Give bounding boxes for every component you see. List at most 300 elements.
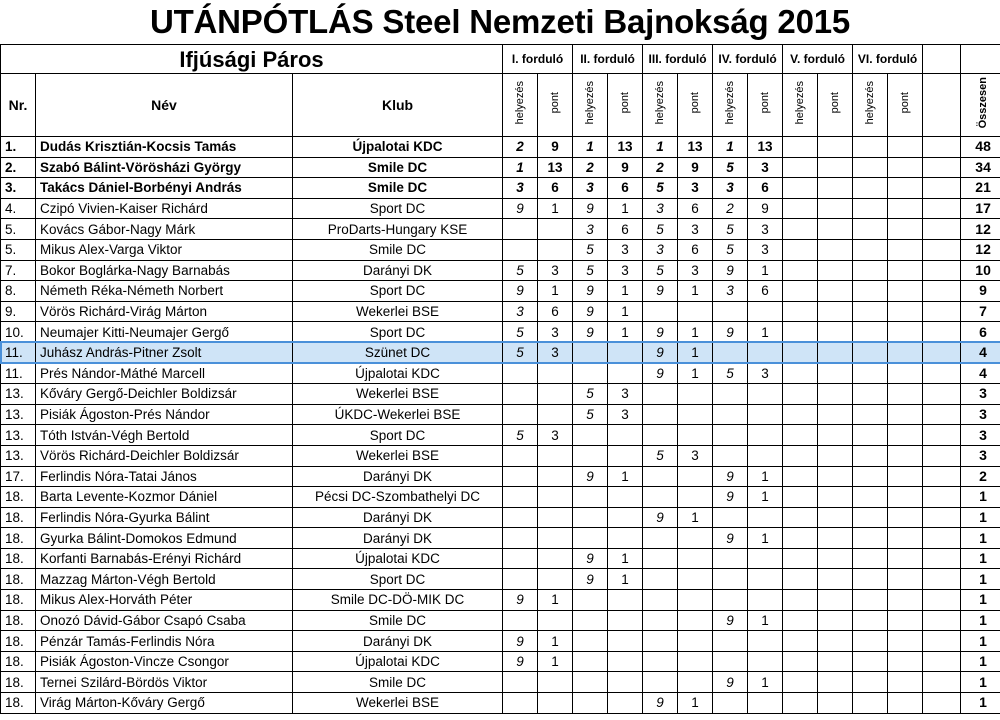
points-cell — [678, 487, 713, 508]
points-cell — [538, 672, 573, 693]
points-cell — [748, 548, 783, 569]
placement-cell: 9 — [643, 322, 678, 343]
placement-cell — [713, 693, 748, 714]
pair-name-cell: Takács Dániel-Borbényi András — [36, 178, 293, 199]
points-cell — [818, 219, 853, 240]
club-cell: Wekerlei BSE — [293, 693, 503, 714]
total-cell: 12 — [961, 219, 1000, 240]
table-row — [1, 178, 1000, 199]
placement-cell: 3 — [503, 301, 538, 322]
table-row — [1, 198, 1000, 219]
placement-cell — [853, 631, 888, 652]
placement-cell: 2 — [643, 157, 678, 178]
points-cell: 1 — [608, 466, 643, 487]
points-cell — [538, 219, 573, 240]
rank-cell: 18. — [1, 693, 36, 714]
points-cell: 1 — [608, 548, 643, 569]
points-cell — [538, 487, 573, 508]
total-cell: 9 — [961, 281, 1000, 302]
total-cell: 1 — [961, 590, 1000, 611]
club-cell: ÚKDC-Wekerlei BSE — [293, 404, 503, 425]
placement-cell — [853, 363, 888, 384]
placement-cell — [643, 548, 678, 569]
placement-cell — [573, 445, 608, 466]
placement-cell — [783, 693, 818, 714]
placement-cell — [783, 487, 818, 508]
spacer-cell — [923, 445, 961, 466]
total-cell: 3 — [961, 445, 1000, 466]
placement-cell — [783, 239, 818, 260]
rank-cell: 11. — [1, 363, 36, 384]
points-cell: 1 — [748, 260, 783, 281]
pair-name-cell: Szabó Bálint-Vörösházi György — [36, 157, 293, 178]
placement-cell — [643, 590, 678, 611]
placement-cell — [853, 569, 888, 590]
round-header: III. forduló — [643, 45, 713, 74]
spacer-cell — [923, 466, 961, 487]
points-cell — [888, 260, 923, 281]
placement-cell — [643, 651, 678, 672]
round-header: IV. forduló — [713, 45, 783, 74]
pair-name-cell: Neumajer Kitti-Neumajer Gergő — [36, 322, 293, 343]
placement-cell: 3 — [713, 178, 748, 199]
club-cell: Wekerlei BSE — [293, 384, 503, 405]
points-cell — [818, 404, 853, 425]
pair-name-cell: Németh Réka-Németh Norbert — [36, 281, 293, 302]
points-cell — [678, 672, 713, 693]
total-cell: 1 — [961, 548, 1000, 569]
placement-cell — [853, 239, 888, 260]
spacer-cell — [923, 651, 961, 672]
club-cell: Smile DC — [293, 157, 503, 178]
placement-cell — [503, 487, 538, 508]
placement-cell — [643, 425, 678, 446]
points-cell: 13 — [748, 137, 783, 158]
rank-cell: 13. — [1, 384, 36, 405]
table-row — [1, 137, 1000, 158]
placement-cell: 9 — [643, 693, 678, 714]
rank-cell: 9. — [1, 301, 36, 322]
spacer-cell — [923, 178, 961, 199]
placement-cell: 5 — [713, 157, 748, 178]
placement-cell — [643, 569, 678, 590]
total-cell: 34 — [961, 157, 1000, 178]
placement-cell — [503, 693, 538, 714]
rank-cell: 3. — [1, 178, 36, 199]
rank-cell: 5. — [1, 219, 36, 240]
placement-cell — [643, 672, 678, 693]
pair-name-cell: Pénzár Tamás-Ferlindis Nóra — [36, 631, 293, 652]
pair-name-cell: Kőváry Gergő-Deichler Boldizsár — [36, 384, 293, 405]
round-header: V. forduló — [783, 45, 853, 74]
placement-cell: 5 — [573, 384, 608, 405]
placement-cell — [853, 445, 888, 466]
club-cell: Újpalotai KDC — [293, 363, 503, 384]
club-cell: Sport DC — [293, 569, 503, 590]
placement-cell — [783, 631, 818, 652]
placement-cell — [853, 260, 888, 281]
placement-cell — [853, 466, 888, 487]
placement-cell — [783, 322, 818, 343]
placement-header: helyezés — [853, 74, 888, 137]
points-cell — [538, 363, 573, 384]
points-cell: 1 — [678, 342, 713, 363]
club-cell: Smile DC — [293, 672, 503, 693]
points-cell: 6 — [538, 301, 573, 322]
club-cell: Újpalotai KDC — [293, 137, 503, 158]
points-cell: 6 — [608, 219, 643, 240]
points-cell — [608, 590, 643, 611]
spacer-cell — [923, 137, 961, 158]
placement-cell — [503, 610, 538, 631]
rank-cell: 13. — [1, 425, 36, 446]
club-cell: Pécsi DC-Szombathelyi DC — [293, 487, 503, 508]
placement-cell: 5 — [573, 260, 608, 281]
points-cell: 3 — [748, 157, 783, 178]
spacer-cell — [923, 693, 961, 714]
spacer-cell — [923, 425, 961, 446]
placement-cell — [573, 342, 608, 363]
placement-cell: 9 — [503, 590, 538, 611]
placement-cell: 9 — [503, 651, 538, 672]
placement-cell: 3 — [643, 198, 678, 219]
table-row — [1, 157, 1000, 178]
placement-cell — [643, 610, 678, 631]
placement-cell: 9 — [713, 487, 748, 508]
spacer-cell — [923, 45, 961, 74]
total-cell: 3 — [961, 404, 1000, 425]
total-cell: 6 — [961, 322, 1000, 343]
pair-name-cell: Mikus Alex-Varga Viktor — [36, 239, 293, 260]
points-cell: 3 — [538, 322, 573, 343]
placement-cell — [713, 651, 748, 672]
points-cell — [818, 466, 853, 487]
points-cell — [748, 507, 783, 528]
points-cell — [818, 363, 853, 384]
table-row — [1, 425, 1000, 446]
points-cell — [888, 507, 923, 528]
points-cell — [538, 548, 573, 569]
points-cell — [538, 693, 573, 714]
points-cell — [818, 260, 853, 281]
placement-cell — [713, 569, 748, 590]
placement-cell — [573, 610, 608, 631]
points-cell — [888, 610, 923, 631]
points-cell — [678, 425, 713, 446]
total-header: Összesen — [961, 74, 1000, 137]
placement-cell — [503, 219, 538, 240]
placement-cell: 1 — [503, 157, 538, 178]
points-cell: 1 — [748, 466, 783, 487]
table-row — [1, 590, 1000, 611]
rank-cell: 4. — [1, 198, 36, 219]
total-cell: 3 — [961, 425, 1000, 446]
spacer-cell — [961, 45, 1000, 74]
pair-name-cell: Juhász András-Pitner Zsolt — [36, 342, 293, 363]
points-cell — [678, 651, 713, 672]
rank-cell: 18. — [1, 528, 36, 549]
points-cell — [818, 384, 853, 405]
total-cell: 12 — [961, 239, 1000, 260]
points-cell — [888, 528, 923, 549]
name-header: Név — [36, 74, 293, 137]
club-cell: Smile DC — [293, 610, 503, 631]
placement-cell — [783, 610, 818, 631]
placement-cell: 3 — [643, 239, 678, 260]
nr-header: Nr. — [1, 74, 36, 137]
points-cell — [888, 322, 923, 343]
points-cell: 6 — [608, 178, 643, 199]
round-header: I. forduló — [503, 45, 573, 74]
points-cell: 3 — [608, 404, 643, 425]
total-cell: 21 — [961, 178, 1000, 199]
table-row — [1, 404, 1000, 425]
placement-cell — [853, 651, 888, 672]
points-cell — [888, 404, 923, 425]
placement-cell — [783, 445, 818, 466]
spacer-cell — [923, 74, 961, 137]
points-cell — [678, 466, 713, 487]
placement-cell — [853, 487, 888, 508]
points-cell — [818, 178, 853, 199]
placement-cell — [573, 487, 608, 508]
points-cell: 1 — [608, 322, 643, 343]
points-cell — [748, 693, 783, 714]
placement-cell: 3 — [503, 178, 538, 199]
placement-cell — [573, 672, 608, 693]
rank-cell: 18. — [1, 569, 36, 590]
points-cell: 3 — [678, 219, 713, 240]
table-row — [1, 322, 1000, 343]
placement-cell: 9 — [573, 466, 608, 487]
club-cell: Darányi DK — [293, 260, 503, 281]
points-cell — [818, 445, 853, 466]
placement-cell — [853, 425, 888, 446]
points-cell — [888, 445, 923, 466]
placement-cell: 5 — [713, 239, 748, 260]
placement-cell: 9 — [573, 322, 608, 343]
points-cell — [818, 301, 853, 322]
points-cell: 1 — [678, 363, 713, 384]
placement-cell: 5 — [713, 219, 748, 240]
spacer-cell — [923, 528, 961, 549]
table-row — [1, 631, 1000, 652]
category-title: Ifjúsági Páros — [1, 45, 503, 74]
points-cell — [678, 384, 713, 405]
pair-name-cell: Dudás Krisztián-Kocsis Tamás — [36, 137, 293, 158]
points-cell — [818, 693, 853, 714]
placement-cell: 9 — [503, 281, 538, 302]
points-cell — [748, 445, 783, 466]
points-cell — [608, 693, 643, 714]
pair-name-cell: Virág Márton-Kőváry Gergő — [36, 693, 293, 714]
points-cell: 1 — [678, 281, 713, 302]
club-cell: ProDarts-Hungary KSE — [293, 219, 503, 240]
total-cell: 4 — [961, 363, 1000, 384]
club-cell: Smile DC — [293, 178, 503, 199]
table-row — [1, 610, 1000, 631]
points-cell — [818, 239, 853, 260]
points-cell — [608, 425, 643, 446]
placement-cell — [853, 528, 888, 549]
total-cell: 4 — [961, 342, 1000, 363]
points-cell: 13 — [608, 137, 643, 158]
points-cell — [888, 137, 923, 158]
points-cell: 9 — [608, 157, 643, 178]
placement-cell — [573, 651, 608, 672]
table-row — [1, 281, 1000, 302]
placement-cell — [643, 466, 678, 487]
points-cell — [888, 548, 923, 569]
points-cell — [608, 342, 643, 363]
placement-cell — [713, 384, 748, 405]
points-cell — [888, 693, 923, 714]
club-cell: Wekerlei BSE — [293, 301, 503, 322]
points-cell: 3 — [678, 178, 713, 199]
points-cell — [678, 569, 713, 590]
placement-cell: 5 — [643, 178, 678, 199]
placement-cell — [853, 198, 888, 219]
points-cell — [818, 610, 853, 631]
points-cell: 3 — [538, 260, 573, 281]
points-cell — [888, 466, 923, 487]
placement-cell: 9 — [713, 260, 748, 281]
spacer-cell — [923, 631, 961, 652]
points-cell — [748, 569, 783, 590]
pair-name-cell: Barta Levente-Kozmor Dániel — [36, 487, 293, 508]
placement-header: helyezés — [503, 74, 538, 137]
points-cell: 6 — [678, 239, 713, 260]
points-cell — [678, 548, 713, 569]
total-cell: 2 — [961, 466, 1000, 487]
points-cell: 1 — [538, 590, 573, 611]
table-row — [1, 384, 1000, 405]
total-cell: 1 — [961, 569, 1000, 590]
club-cell: Szünet DC — [293, 342, 503, 363]
placement-cell — [503, 569, 538, 590]
placement-cell: 1 — [573, 137, 608, 158]
placement-cell — [853, 281, 888, 302]
spacer-cell — [923, 548, 961, 569]
points-cell: 1 — [538, 651, 573, 672]
placement-cell — [713, 631, 748, 652]
rank-cell: 18. — [1, 487, 36, 508]
placement-cell — [853, 301, 888, 322]
placement-cell — [783, 466, 818, 487]
points-cell — [608, 528, 643, 549]
points-cell — [678, 610, 713, 631]
placement-cell — [573, 693, 608, 714]
table-row — [1, 342, 1000, 363]
points-cell: 3 — [608, 384, 643, 405]
club-cell: Darányi DK — [293, 631, 503, 652]
points-cell: 3 — [678, 445, 713, 466]
placement-cell: 9 — [573, 301, 608, 322]
points-cell: 1 — [678, 507, 713, 528]
placement-cell — [503, 384, 538, 405]
placement-cell: 9 — [573, 281, 608, 302]
placement-cell — [853, 384, 888, 405]
placement-cell: 1 — [643, 137, 678, 158]
placement-cell — [783, 384, 818, 405]
placement-cell — [853, 178, 888, 199]
placement-cell: 9 — [573, 548, 608, 569]
placement-cell — [503, 548, 538, 569]
spacer-cell — [923, 260, 961, 281]
placement-cell — [573, 425, 608, 446]
placement-cell — [643, 487, 678, 508]
points-cell — [608, 651, 643, 672]
points-cell: 13 — [538, 157, 573, 178]
points-cell — [818, 487, 853, 508]
placement-cell: 9 — [713, 672, 748, 693]
placement-cell — [783, 260, 818, 281]
points-cell — [888, 425, 923, 446]
placement-cell: 5 — [643, 445, 678, 466]
placement-cell: 5 — [503, 342, 538, 363]
placement-cell: 5 — [503, 425, 538, 446]
page-title: UTÁNPÓTLÁS Steel Nemzeti Bajnokság 2015 — [149, 3, 851, 40]
rank-cell: 18. — [1, 631, 36, 652]
spacer-cell — [923, 342, 961, 363]
points-cell: 1 — [538, 631, 573, 652]
spacer-cell — [923, 198, 961, 219]
placement-cell — [643, 384, 678, 405]
placement-cell: 9 — [713, 466, 748, 487]
spacer-cell — [923, 322, 961, 343]
points-cell: 1 — [608, 569, 643, 590]
club-cell: Újpalotai KDC — [293, 651, 503, 672]
placement-cell: 9 — [643, 342, 678, 363]
total-cell: 1 — [961, 528, 1000, 549]
placement-header: helyezés — [573, 74, 608, 137]
placement-cell — [573, 528, 608, 549]
header-row-columns — [1, 74, 1000, 137]
points-header: pont — [608, 74, 643, 137]
placement-header: helyezés — [713, 74, 748, 137]
points-cell — [748, 651, 783, 672]
placement-cell: 5 — [503, 322, 538, 343]
points-cell — [608, 445, 643, 466]
points-cell — [748, 301, 783, 322]
club-cell: Sport DC — [293, 198, 503, 219]
points-cell — [608, 610, 643, 631]
points-cell — [748, 590, 783, 611]
points-cell — [888, 590, 923, 611]
points-header: pont — [748, 74, 783, 137]
table-row — [1, 301, 1000, 322]
placement-cell: 5 — [573, 239, 608, 260]
pair-name-cell: Mazzag Márton-Végh Bertold — [36, 569, 293, 590]
placement-cell — [573, 631, 608, 652]
placement-cell: 9 — [503, 198, 538, 219]
points-cell — [888, 651, 923, 672]
pair-name-cell: Mikus Alex-Horváth Péter — [36, 590, 293, 611]
placement-cell — [783, 548, 818, 569]
placement-cell — [713, 301, 748, 322]
rank-cell: 10. — [1, 322, 36, 343]
club-cell: Sport DC — [293, 281, 503, 302]
points-cell — [818, 651, 853, 672]
points-cell — [678, 528, 713, 549]
total-cell: 1 — [961, 487, 1000, 508]
placement-cell — [573, 507, 608, 528]
pair-name-cell: Pisiák Ágoston-Vincze Csongor — [36, 651, 293, 672]
placement-cell — [573, 363, 608, 384]
placement-cell — [783, 590, 818, 611]
pair-name-cell: Korfanti Barnabás-Erényi Richárd — [36, 548, 293, 569]
pair-name-cell: Tóth István-Végh Bertold — [36, 425, 293, 446]
